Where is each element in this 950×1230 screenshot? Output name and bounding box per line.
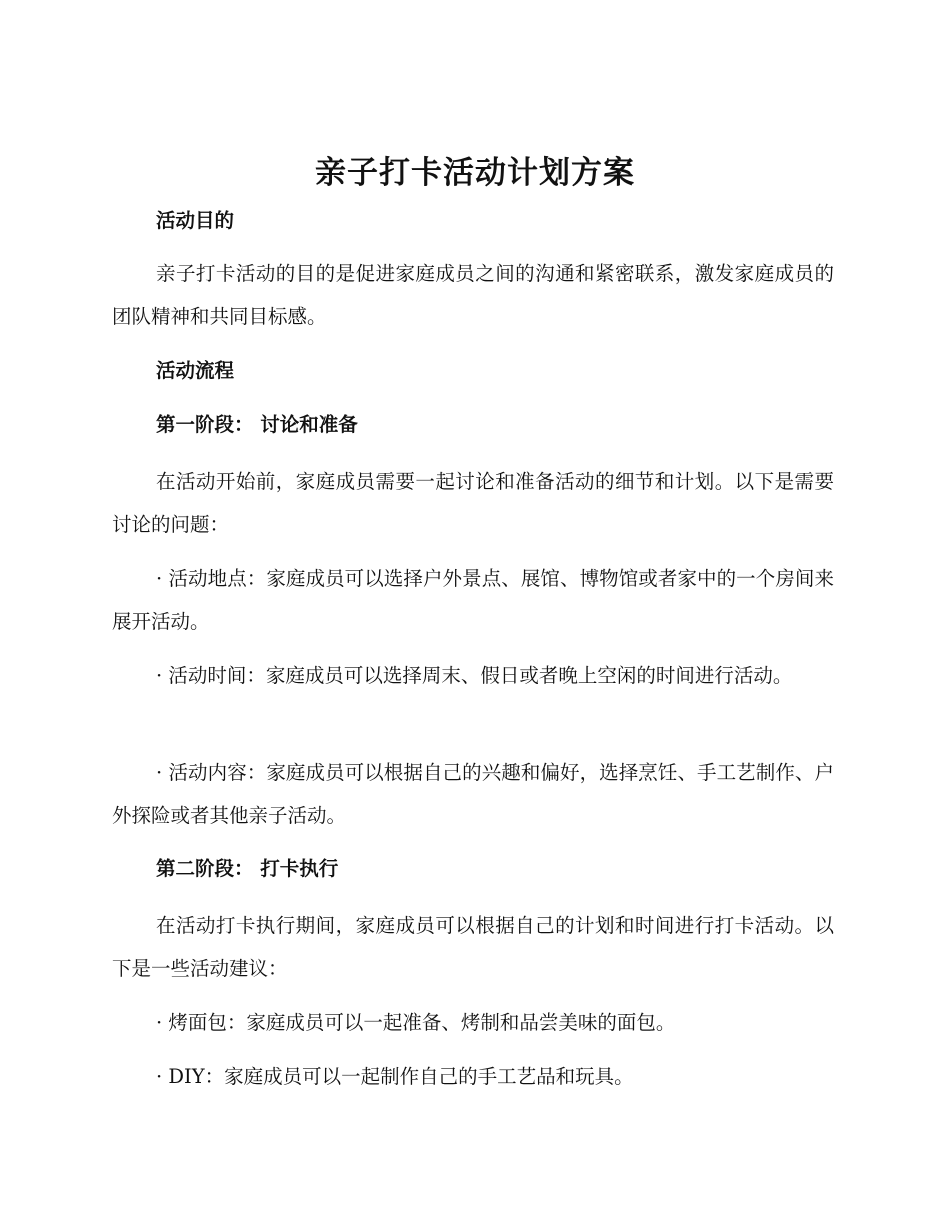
- stage1-item-location: · 活动地点：家庭成员可以选择户外景点、展馆、博物馆或者家中的一个房间来展开活动。: [112, 567, 834, 633]
- document-title: 亲子打卡活动计划方案: [315, 155, 635, 191]
- stage2-item-diy: · DIY：家庭成员可以一起制作自己的手工艺品和玩具。: [156, 1065, 634, 1088]
- purpose-paragraph: 亲子打卡活动的目的是促进家庭成员之间的沟通和紧密联系，激发家庭成员的团队精神和共同目标感。: [112, 262, 834, 328]
- stage2-item-bread: · 烤面包：家庭成员可以一起准备、烤制和品尝美味的面包。: [156, 1011, 676, 1034]
- stage1-intro-paragraph: 在活动开始前，家庭成员需要一起讨论和准备活动的细节和计划。以下是需要讨论的问题：: [112, 470, 834, 536]
- purpose-heading: 活动目的: [156, 209, 235, 232]
- stage2-heading: 第二阶段： 打卡执行: [156, 857, 339, 880]
- stage2-intro-paragraph: 在活动打卡执行期间，家庭成员可以根据自己的计划和时间进行打卡活动。以下是一些活动建议：: [112, 914, 834, 980]
- process-heading: 活动流程: [156, 359, 235, 382]
- stage1-heading: 第一阶段： 讨论和准备: [156, 413, 358, 436]
- stage1-item-content: · 活动内容：家庭成员可以根据自己的兴趣和偏好，选择烹饪、手工艺制作、户外探险或者其他亲子活动。: [112, 761, 834, 827]
- stage1-item-time: · 活动时间：家庭成员可以选择周末、假日或者晚上空闲的时间进行活动。: [156, 664, 793, 687]
